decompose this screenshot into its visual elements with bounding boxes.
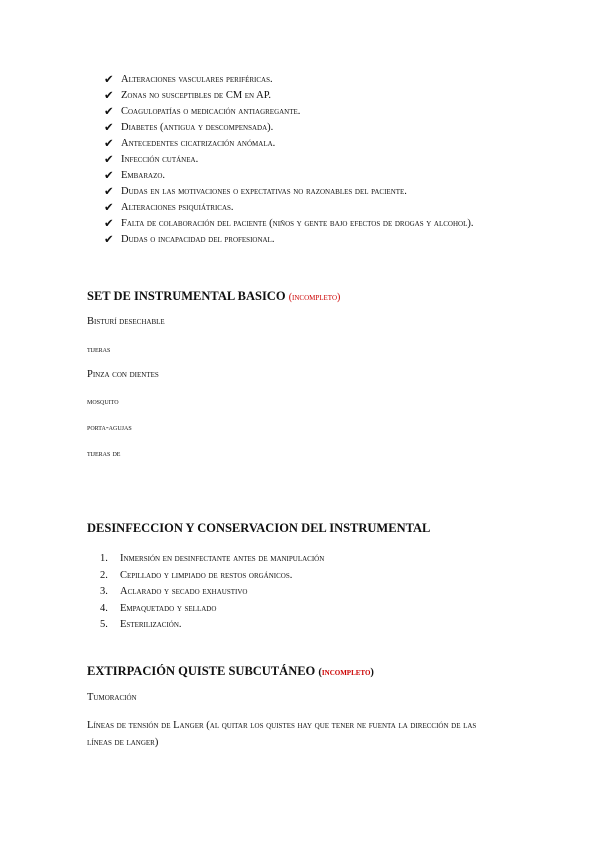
list-item (104, 168, 524, 184)
list-item (104, 136, 524, 152)
list-item (104, 232, 524, 248)
step-text: Inmersión en desinfectante antes de manipulación (120, 553, 325, 564)
list-item (100, 551, 520, 568)
desinfeccion-steps (100, 551, 520, 634)
instrument-item: Bisturí desechable (87, 316, 165, 327)
checkmark-icon: ✔ (104, 218, 114, 230)
list-item-text: Embarazo. (121, 170, 166, 181)
checkmark-icon: ✔ (104, 186, 114, 198)
list-item (104, 200, 524, 216)
list-item (100, 617, 520, 634)
checkmark-icon: ✔ (104, 202, 114, 214)
instrument-item: tijeras (87, 344, 111, 354)
list-item (104, 216, 524, 232)
list-item (104, 120, 524, 136)
contraindications-list (104, 72, 524, 248)
instrumental-heading (87, 289, 340, 304)
list-item-text: Antecedentes cicatrización anómala. (121, 138, 276, 149)
list-item-text: Dudas en las motivaciones o expectativas no razonables del paciente. (121, 186, 407, 197)
step-number: 1. (100, 553, 108, 564)
checkmark-icon: ✔ (104, 170, 114, 182)
list-item-text: Alteraciones vasculares periféricas. (121, 74, 273, 85)
checkmark-icon: ✔ (104, 106, 114, 118)
list-item-text: Infección cutánea. (121, 154, 199, 165)
list-item (104, 152, 524, 168)
instrument-item: porta-agujas (87, 422, 132, 432)
step-text: Empaquetado y sellado (120, 602, 217, 614)
incomplete-note: (incompleto) (318, 667, 374, 678)
list-item (100, 601, 520, 618)
list-item-text: Alteraciones psiquiátricas. (121, 202, 234, 213)
quiste-heading (87, 664, 374, 679)
incomplete-note: (incompleto) (288, 292, 341, 303)
list-item-text: Diabetes (antigua y descompensada). (121, 122, 274, 133)
list-item-text: Zonas no susceptibles de CM en AP. (121, 90, 272, 101)
list-item (104, 88, 524, 104)
quiste-paragraph-2: Líneas de tensión de Langer (al quitar los quistes hay que tener ne fuenta la dirección de las líneas de langer) (87, 720, 477, 748)
step-number: 2. (100, 569, 108, 581)
list-item (100, 584, 520, 601)
step-text: Esterilización. (120, 619, 182, 630)
list-item (104, 72, 524, 88)
step-number: 5. (100, 619, 108, 630)
instrument-item: Pinza con dientes (87, 369, 159, 380)
instrument-item: tijeras de (87, 448, 121, 458)
list-item (104, 184, 524, 200)
instrument-item: mosquito (87, 396, 119, 406)
quiste-heading-text: EXTIRPACIÓN QUISTE SUBCUTÁNEO (87, 664, 316, 678)
instrumental-heading-text: SET DE INSTRUMENTAL BASICO (87, 289, 286, 303)
checkmark-icon: ✔ (104, 74, 114, 86)
list-item-text: Dudas o incapacidad del profesional. (121, 234, 275, 245)
checkmark-icon: ✔ (104, 90, 114, 102)
checkmark-icon: ✔ (104, 138, 114, 150)
desinfeccion-heading: DESINFECCION Y CONSERVACION DEL INSTRUMENTAL (87, 521, 431, 535)
list-item (104, 104, 524, 120)
quiste-paragraph-1: Tumoración (87, 692, 137, 703)
checkmark-icon: ✔ (104, 234, 114, 246)
step-text: Aclarado y secado exhaustivo (120, 586, 248, 597)
checkmark-icon: ✔ (104, 122, 114, 134)
list-item-text: Coagulopatías o medicación antiagregante. (121, 106, 301, 117)
step-text: Cepillado y limpiado de restos orgánicos. (120, 569, 293, 581)
step-number: 4. (100, 602, 108, 614)
list-item (100, 568, 520, 585)
checkmark-icon: ✔ (104, 154, 114, 166)
step-number: 3. (100, 586, 108, 597)
list-item-text: Falta de colaboración del paciente (niños y gente bajo efectos de drogas y alcohol). (121, 218, 474, 229)
